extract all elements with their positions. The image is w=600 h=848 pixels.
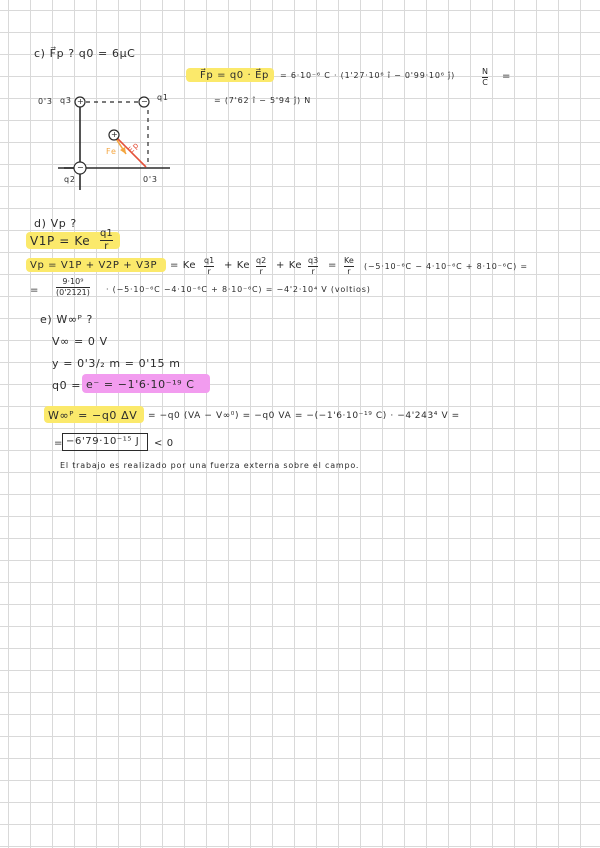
vp-term-ke-2: + Ke xyxy=(224,260,251,271)
work-result-equals: = xyxy=(54,438,63,449)
vp-equals: = xyxy=(328,260,337,271)
work-derivation: = −q0 (VA − V∞⁰) = −q0 VA = −(−1'6·10⁻¹⁹ C) · −4'243⁴ V = xyxy=(148,411,460,421)
fraction-ke-r: Ke r xyxy=(344,256,354,276)
label-fe: Fe xyxy=(106,147,117,156)
vp-term-ke-1: = Ke xyxy=(170,260,197,271)
minus-sign-q2: − xyxy=(77,163,85,172)
vp-sum-equation: Vp = V1P + V2P + V3P xyxy=(30,260,158,271)
label-q3: q3 xyxy=(60,96,72,105)
force-equation-highlighted: F⃗p = q0 · E⃗p xyxy=(200,70,269,81)
force-result: = (7'62 î − 5'94 ĵ) N xyxy=(214,96,312,105)
unit-numerator: N xyxy=(482,67,488,76)
label-q2: q2 xyxy=(64,175,76,184)
v1p-equation: V1P = Ke xyxy=(30,234,91,248)
work-conclusion: El trabajo es realizado por una fuerza externa sobre el campo. xyxy=(60,461,360,470)
fraction-q2-r: q2 r xyxy=(256,256,267,276)
fraction-q1-r: q1 r xyxy=(204,256,215,276)
label-03-bottom: 0'3 xyxy=(143,175,158,184)
minus-sign-q1: − xyxy=(141,97,149,106)
label-q1: q1 xyxy=(157,93,169,102)
fraction-q1-over-r: q1 r xyxy=(100,228,113,252)
force-equation-values: = 6·10⁻⁶ C · (1'27·10⁶ î − 0'99·10⁶ ĵ) xyxy=(280,71,456,80)
vp-charges-sum: (−5·10⁻⁶C − 4·10⁻⁶C + 8·10⁻⁶C) = xyxy=(364,262,528,271)
label-03-top: 0'3 xyxy=(38,97,53,106)
unit-denominator: C xyxy=(482,78,488,87)
plus-sign-q3: + xyxy=(77,97,85,106)
plus-sign-test: + xyxy=(111,130,119,139)
work-result: −6'79·10⁻¹⁵ J xyxy=(66,436,140,447)
q0-label: q0 = xyxy=(52,379,82,392)
section-c-heading: c) F⃗p ? q0 = 6μC xyxy=(34,47,136,60)
work-equation: W∞ᴾ = −q0 ΔV xyxy=(48,409,138,422)
label-ep: Ep xyxy=(126,140,141,155)
y-distance-line: y = 0'3/₂ m = 0'15 m xyxy=(52,357,181,370)
vp-term-ke-3: + Ke xyxy=(276,260,303,271)
force-equation-equals: = xyxy=(502,71,511,82)
fraction-q3-r: q3 r xyxy=(308,256,319,276)
work-sign: < 0 xyxy=(154,438,174,449)
section-d-heading: d) Vp ? xyxy=(34,217,77,230)
vp-result: · (−5·10⁻⁶C −4·10⁻⁶C + 8·10⁻⁶C) = −4'2·10⁴ V (voltios) xyxy=(106,285,371,294)
fraction-9e9-over-r: 9·10⁹ (0'2121) xyxy=(56,277,90,297)
section-e-heading: e) W∞ᴾ ? xyxy=(40,313,93,326)
v-infinity-line: V∞ = 0 V xyxy=(52,335,108,348)
electron-charge: e⁻ = −1'6·10⁻¹⁹ C xyxy=(86,378,195,391)
vp-eq3-equals: = xyxy=(30,285,39,296)
